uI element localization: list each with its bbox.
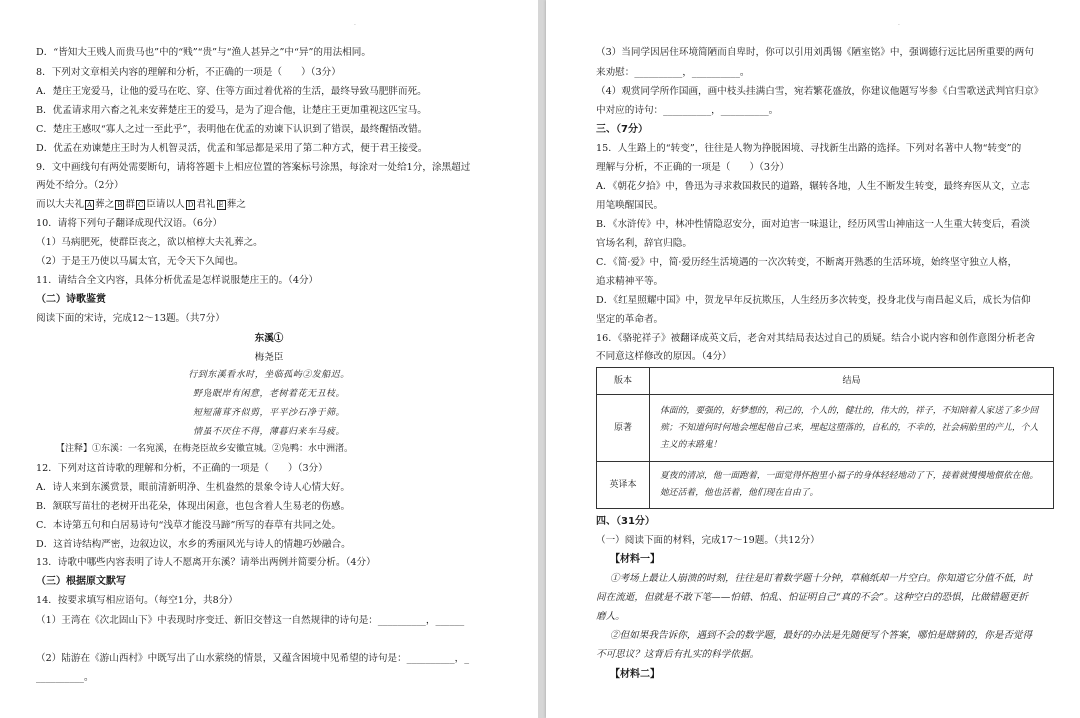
text-line: B．《水浒传》中，林冲性情隐忍安分，面对迫害一味退让，经历风雪山神庙这一人生重大转变后，看淡 [596, 219, 1030, 230]
text-line: 不同意这样修改的原因。（4分） [596, 351, 732, 362]
text-line: 不可思议？这背后有扎实的科学依据。 [596, 649, 760, 660]
text-line: 13．诗歌中哪些内容表明了诗人不愿离开东溪？请举出两例并简要分析。（4分） [36, 557, 376, 568]
text-line: D．“皆知大王贱人而贵马也”中的“贱”“贵”与“渔人甚异之”中“异”的用法相同。 [36, 47, 371, 58]
text-line: （4）观赏同学所作国画，画中枝头挂满白雪，宛若繁花盛放，你建议他题写岑参《白雪歌送武判官归京》 [596, 86, 1044, 97]
text-line: 12．下列对这首诗歌的理解和分析，不正确的一项是（ ）（3分） [36, 463, 328, 474]
text-line: __________。 [36, 672, 94, 683]
text-line: 两处不给分。（2分） [36, 180, 124, 191]
text-line: 11．请结合全文内容，具体分析优孟是怎样说服楚庄王的。（4分） [36, 275, 319, 286]
text-line: ②但如果我告诉你，遇到不会的数学题，最好的办法是先随便写个答案，哪怕是瞎猜的，你是否觉得 [610, 630, 1033, 641]
section-heading: （二）诗歌鉴赏 [36, 294, 106, 305]
poem-line: 行到东溪看水时，坐临孤屿②发船迟。 [188, 370, 350, 380]
text-line: ①考场上最让人崩溃的时刻，往往是盯着数学题十分钟，草稿纸却一片空白。你知道它分值不低，时 [610, 573, 1033, 584]
table-row [597, 395, 1054, 462]
text-line: 16．《骆驼祥子》被翻译成英文后，老舍对其结局表达过自己的质疑。结合小说内容和创作意图分析老舍 [596, 333, 1036, 344]
text-line: B．颔联写苗壮的老树开出花朵，体现出闲意，也包含着人生易老的伤感。 [36, 501, 351, 512]
table-header: 结局 [650, 368, 1054, 395]
poem-title: 东溪① [254, 333, 284, 344]
text-line: （3）当同学因居住环境简陋而自卑时，你可以引用刘禹锡《陋室铭》中，强调德行远比居所重要的两句 [596, 47, 1034, 58]
left-page [0, 0, 538, 718]
text-line: B．优孟请求用六畜之礼来安葬楚庄王的爱马，是为了迎合他，让楚庄王更加重视这匹宝马。 [36, 105, 427, 116]
punctuation-line: 而以大夫礼 A 葬之 B 群 C 臣请以人 D 君礼 E 葬之 [36, 199, 246, 210]
text-line: 阅读下面的宋诗，完成12～13题。（共7分） [36, 313, 225, 324]
text-line: （1）马病肥死，使群臣丧之，欲以棺椁大夫礼葬之。 [36, 237, 263, 248]
text-line: D．优孟在劝谏楚庄王时为人机智灵活，优孟和邹忌都是采用了第二种方式，便于君王接受。 [36, 143, 428, 154]
table-row [597, 462, 1054, 509]
text-line: 14．按要求填写相应语句。（每空1分，共8分） [36, 595, 238, 606]
text-line: 磨人。 [596, 611, 625, 622]
ending-comparison-table [596, 367, 1054, 509]
text-line: 用笔唤醒国民。 [596, 200, 664, 211]
text-line: 间在流逝，但就是不敢下笔——怕错、怕乱、怕证明自己“真的不会”。这种空白的恐惧，比做错题更折 [596, 592, 1028, 603]
table-row-label: 英译本 [597, 462, 650, 509]
poem-line: 情虽不厌住不得，薄暮归来车马疲。 [192, 427, 345, 437]
text-line: C．本诗第五句和白居易诗句“浅草才能没马蹄”所写的春草有共同之处。 [36, 520, 341, 531]
text-line: （1）王湾在《次北固山下》中表现时序变迁、新旧交替这一自然规律的诗句是：__________，______ [36, 615, 465, 626]
section-heading: 三、（7分） [596, 124, 648, 135]
material-heading: 【材料一】 [610, 554, 660, 565]
text-line: A．诗人来到东溪赏景，眼前清新明净、生机盎然的景象令诗人心情大好。 [36, 482, 350, 493]
table-cell: 体面的，要强的，好梦想的，利己的，个人的，健壮的，伟大的，祥子，不知陪着人家送了多少回殡；不知道何时何地会埋起他自己来，埋起这堕落的，自私的，不幸的，社会病胎里的产儿，个人主义的末路鬼！ [650, 395, 1054, 462]
text-line: 8．下列对文章相关内容的理解和分析，不正确的一项是（ ）（3分） [36, 67, 341, 78]
material-heading: 【材料二】 [610, 669, 660, 680]
table-row-label: 原著 [597, 395, 650, 462]
text-line: A．《朝花夕拾》中，鲁迅为寻求救国救民的道路，辗转各地，人生不断发生转变，最终弃医从文，立志 [596, 181, 1030, 192]
table-cell: 夏夜的清凉，他一面跑着，一面觉得怀抱里小福子的身体轻轻地动了下，接着就慢慢地偎依在他。她还活着，他也活着，他们现在自由了。 [650, 462, 1054, 509]
poem-line: 短短蒲茸齐似剪，平平沙石净于筛。 [192, 408, 345, 418]
table-header: 版本 [597, 368, 650, 395]
section-heading: （三）根据原文默写 [36, 576, 126, 587]
text-line: 追求精神平等。 [596, 276, 664, 287]
text-line: C．《简·爱》中，简·爱历经生活境遇的一次次转变，不断离开熟悉的生活环境，始终坚守独立人格， [596, 257, 1018, 268]
text-line: 来劝慰：__________，__________。 [596, 67, 750, 78]
page-dot: · [354, 22, 356, 29]
text-line: 9．文中画线句有两处需要断句，请将答题卡上相应位置的答案标号涂黑，每涂对一处给1分，涂黑超过 [36, 162, 471, 173]
text-line: （2）陆游在《游山西村》中既写出了山水萦绕的情景，又蕴含困境中见希望的诗句是：__________，_ [36, 653, 470, 664]
text-line: 坚定的革命者。 [596, 314, 664, 325]
page-dot: · [898, 22, 900, 29]
text-line: 15．人生路上的“转变”，往往是人物为挣脱困境、寻找新生出路的选择。下列对名著中人物“转变”的 [596, 143, 1022, 154]
text-line: （一）阅读下面的材料，完成17～19题。（共12分） [596, 535, 820, 546]
page-gutter [538, 0, 546, 718]
right-page [546, 0, 1080, 718]
section-heading: 四、（31分） [596, 516, 655, 527]
text-line: D．《红星照耀中国》中，贺龙早年反抗欺压，人生经历多次转变，投身北伐与南昌起义后，成长为信仰 [596, 295, 1031, 306]
text-line: A．楚庄王宠爱马，让他的爱马在吃、穿、住等方面过着优裕的生活，最终导致马肥胖而死。 [36, 86, 427, 97]
text-line: C．楚庄王感叹“寡人之过一至此乎”，表明他在优孟的劝谏下认识到了错误，最终醒悟改错。 [36, 124, 428, 135]
text-line: D．这首诗结构严密，边叙边议，水乡的秀丽风光与诗人的情趣巧妙融合。 [36, 539, 351, 550]
text-line: （2）于是王乃使以马属太官，无令天下久闻也。 [36, 256, 244, 267]
poem-line: 野凫眠岸有闲意，老树着花无丑枝。 [192, 389, 345, 399]
poem-note: 【注释】①东溪：一名宛溪，在梅尧臣故乡安徽宣城。②凫鸭：水中洲渚。 [56, 444, 354, 454]
poem-author: 梅尧臣 [254, 352, 284, 363]
text-line: 10．请将下列句子翻译成现代汉语。（6分） [36, 218, 223, 229]
text-line: 理解与分析，不正确的一项是（ ）（3分） [596, 162, 790, 173]
text-line: 中对应的诗句：__________，__________。 [596, 105, 779, 116]
text-line: 官场名利，辞官归隐。 [596, 238, 692, 249]
